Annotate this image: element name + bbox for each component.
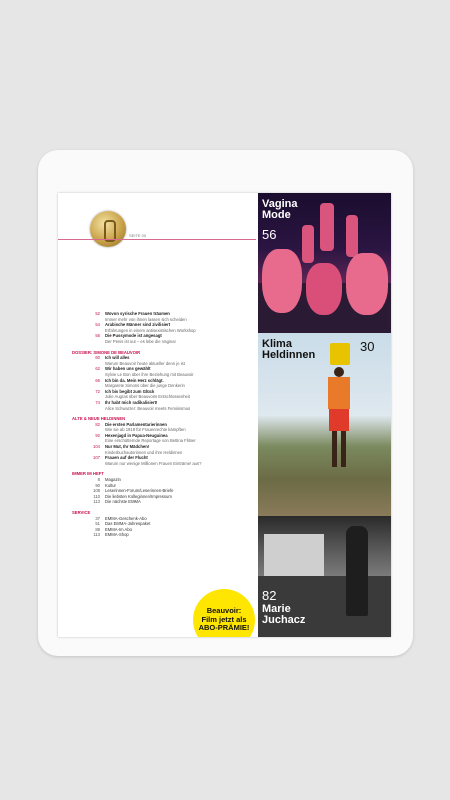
toc-page-number: 82 [95,421,100,427]
toc-entry[interactable] [72,422,257,433]
toc-entry-subtitle: Alice Schwarzer: Beauvoir meets Feminismus [105,405,191,411]
toc-entry-subtitle: Margarete Simons über die junge Denkerin [105,383,185,389]
building-shape [264,534,324,578]
person-leg [332,431,337,467]
cover-title-line-2: Mode [262,209,291,221]
cover-page-number: 82 [262,588,277,603]
toc-entry[interactable] [72,322,257,333]
toc-page-number: 104 [93,444,100,450]
costume-shape [306,263,342,315]
performer-figure [320,203,334,251]
toc-page-number: 108 [93,488,100,494]
toc-page-number: 90 [95,482,100,488]
cover-title-line-2: Heldinnen [262,349,316,361]
page-label: SEITE 00 [129,233,147,238]
toc-page-number: 8 [97,477,100,483]
toc-entry-subtitle: Immer mehr von ihnen lassen sich scheiden [105,316,187,322]
cover-title-line-1: Marie [262,603,291,615]
person-leg [341,431,346,467]
cover-page-number: 56 [262,227,277,242]
toc-entry-title: Wir haben uns gewählt [105,366,151,372]
toc-page-number: 51 [95,521,100,527]
toc-entry-label: EMMA-Shop [105,532,129,538]
toc-entry-title: Ihr habt mich radikalisiert! [105,399,158,405]
toc-entry-subtitle: Warum Beauvoir heute aktueller denn je ist [105,360,185,366]
toc-page-number: 107 [93,455,100,461]
toc-entry-subtitle: Sylvie Le Bon über ihre Beziehung mit Beauvoir [105,371,194,377]
toc-entry[interactable] [72,311,257,322]
toc-entry-title: Die ersten Parlamentarierinnen [105,421,167,427]
toc-page-number: 92 [95,432,100,438]
cover-image-marie-juchacz[interactable] [258,516,391,637]
toc-entry-title: Die Pussymode ist angesagt [105,333,162,339]
cover-title-line-1: Vagina [262,198,298,210]
toc-page-number: 110 [93,493,100,499]
toc-page-number: 72 [95,388,100,394]
toc-section-heading: SERVICE [72,510,91,515]
performer-figure [302,225,314,263]
cover-image-klima-heldinnen[interactable] [258,333,391,516]
abo-praemie-sticker[interactable] [193,589,255,637]
magazine-page[interactable] [58,193,391,637]
toc-page-number: 88 [95,526,100,532]
toc-page-number: 74 [95,399,100,405]
water-canister [330,343,350,365]
table-of-contents [72,311,257,538]
performer-figure [346,215,358,257]
cover-page-number: 30 [360,339,375,354]
toc-entry[interactable] [72,499,257,505]
toc-section-heading: IMMER IM HEFT [72,471,104,477]
coin-logo-icon [90,211,126,247]
toc-page-number: 56 [95,333,100,339]
toc-entry-title: Nur Mut, Ihr Mädchen! [105,444,150,450]
cover-title-line-1: Klima [262,338,292,350]
toc-page-number: 54 [95,322,100,328]
toc-entry-title: Hexenjagd in Papua-Neuguinea [105,432,168,438]
cover-title-line-2: Juchacz [262,614,306,626]
toc-page-number: 113 [93,499,100,505]
toc-entry[interactable] [72,333,257,344]
toc-section-heading: DOSSIER: SIMONE DE BEAUVOIR [72,349,141,355]
toc-entry-title: Wovon syrische Frauen träumen [105,311,170,316]
toc-entry[interactable] [72,444,257,455]
toc-entry-subtitle: Wie sie ab 1919 für Frauenrechte kämpften [105,427,186,433]
toc-entry-label: EMMA-Im Abo [105,526,132,532]
toc-entry[interactable] [72,378,257,389]
sticker-line-1: Beauvoir: [206,606,242,616]
toc-entry-subtitle: Julie Augras über Beauvoirs Entschlossenheit [105,394,190,400]
toc-entry-label: EMMA-Geschenk-Abo [105,515,147,521]
person-shirt [328,377,350,409]
toc-entry-label: Das EMMA-Jahrespaket [105,521,151,527]
toc-entry-subtitle: Kinderbuchautorinnen und ihre Heldinnen [105,449,183,455]
toc-entry-title: Ich will alles [105,355,130,361]
cover-image-vagina-mode[interactable] [258,193,391,333]
sticker-line-3: ABO-PRÄMIE! [198,623,250,633]
toc-entry-label: Magazin [105,477,121,483]
costume-shape [262,249,302,313]
toc-page-number: 60 [95,355,100,361]
toc-entry-label: Kultur [105,482,116,488]
speaker-figure [346,526,368,616]
toc-page-number: 113 [93,532,100,538]
toc-entry-title: Ich bis begibt zum Glück [105,388,155,394]
toc-entry-title: Ich bin da. Mein Herz schlägt. [105,377,164,383]
toc-page-number: 52 [95,311,100,316]
toc-entry-subtitle: Warum nur wenige Millionen Frauen Einträme! aus? [105,460,202,466]
sticker-line-2: Film jetzt als [201,614,247,624]
toc-entry[interactable] [72,433,257,444]
toc-entry[interactable] [72,532,257,538]
toc-section-heading: ALTE & NEUE HELDINNEN [72,416,126,422]
toc-entry-label: Leserinnen-Forum/Leserinnen-Briefe [105,488,174,494]
toc-page-number: 66 [95,377,100,383]
toc-entry[interactable] [72,366,257,377]
divider-line [58,239,256,240]
toc-entry-label: Die liebsten Kolleginnen/Impressum [105,493,172,499]
person-head [334,367,344,377]
toc-entry[interactable] [72,389,257,400]
toc-entry-title: Frauen auf der Flucht [105,455,148,461]
toc-page-number: 62 [95,366,100,372]
toc-entry-label: Die nächste EMMA [105,499,141,505]
toc-entry[interactable] [72,455,257,466]
toc-entry-subtitle: Eine erschütternde Reportage von Bettina Flitner [105,438,196,444]
toc-entry-subtitle: Der Penis ist out – es lebe die Vagina! [105,338,176,344]
toc-entry[interactable] [72,355,257,366]
toc-entry-subtitle: Erfahrungen in einem antisexistischen Workshop [105,327,196,333]
toc-page-number: 37 [95,515,100,521]
toc-entry[interactable] [72,400,257,411]
toc-entry-title: Arabische Männer sind zivilisiert [105,322,171,328]
costume-shape [346,253,388,315]
person-shorts [329,409,349,431]
